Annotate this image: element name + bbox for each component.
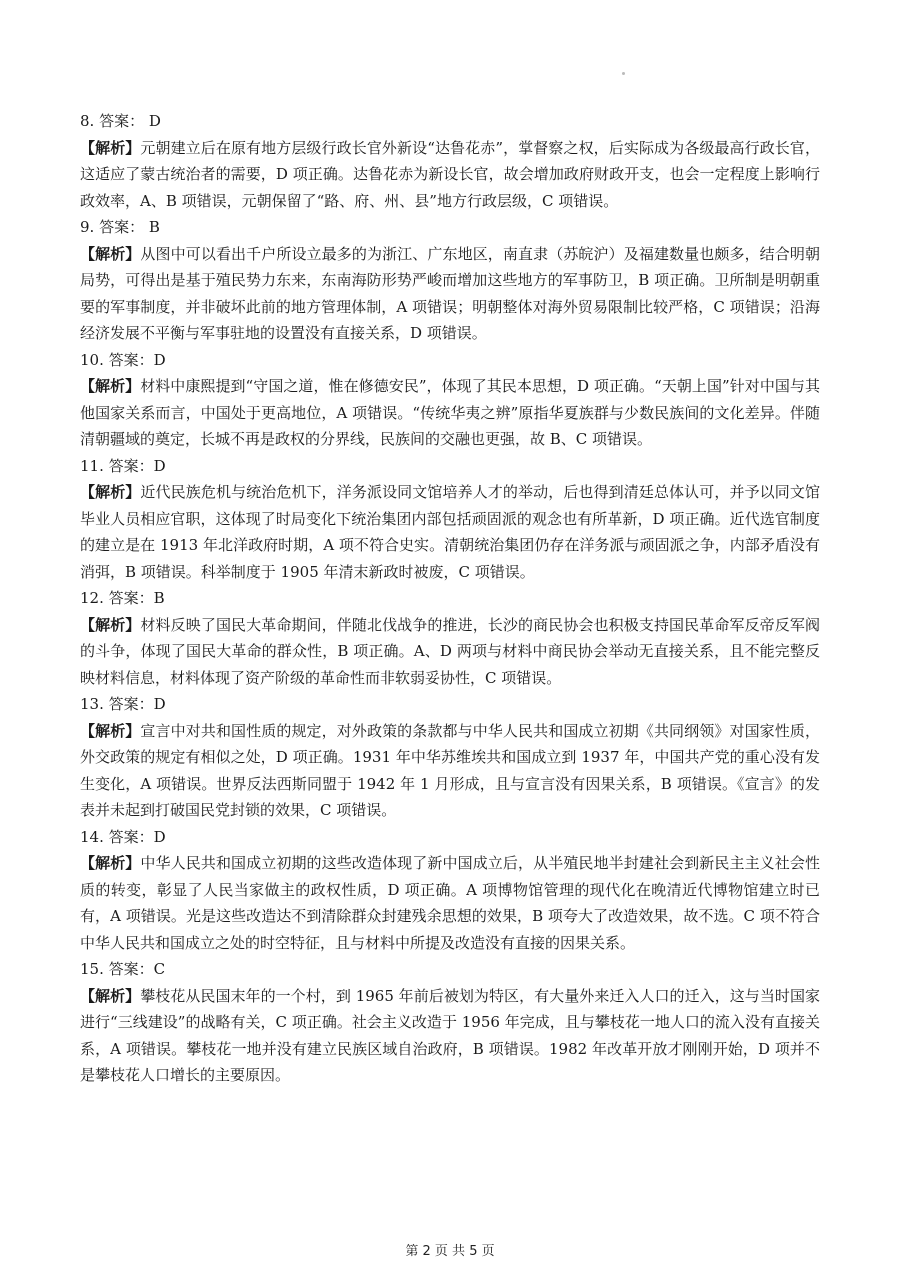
- answer-line: 13. 答案：D: [80, 695, 166, 713]
- analysis-tag: 【解析】: [80, 483, 141, 501]
- answer-line: 15. 答案：C: [80, 960, 166, 978]
- analysis-paragraph: [80, 479, 820, 585]
- answer-line: 8. 答案： D: [80, 112, 161, 130]
- answer-item-10: [80, 347, 820, 453]
- scan-speck: [622, 72, 625, 75]
- analysis-tag: 【解析】: [80, 138, 141, 157]
- analysis-tag: 【解析】: [80, 986, 141, 1005]
- analysis-text: 中华人民共和国成立初期的这些改造体现了新中国成立后，从半殖民地半封建社会到新民主主义社会性质的转变，彰显了人民当家做主的政权性质，D 项正确。A 项博物馆管理的现代化在晚清近代博物馆建立时已有，A 项错误。光是这些改造达不到清除群众封建残余思想的效果，B 项夸大了改造效果，故不选。C 项不符合中华人民共和国成立之处的时空特征，且与材料中所提及改造没有直接的因果关系。: [80, 854, 820, 952]
- analysis-text: 从图中可以看出千户所设立最多的为浙江、广东地区，南直隶（苏皖沪）及福建数量也颇多，结合明朝局势，可得出是基于殖民势力东来，东南海防形势严峻而增加这些地方的军事防卫，B 项正确。卫所制是明朝重要的军事制度，并非破坏此前的地方管理体制，A 项错误；明朝整体对海外贸易限制比较严格，C 项错误；沿海经济发展不平衡与军事驻地的设置没有直接关系，D 项错误。: [80, 244, 820, 342]
- page-footer: 第 2 页 共 5 页: [405, 1244, 495, 1259]
- analysis-tag: 【解析】: [80, 854, 141, 872]
- analysis-text: 材料反映了国民大革命期间，伴随北伐战争的推进，长沙的商民协会也积极支持国民革命军反帝反军阀的斗争，体现了国民大革命的群众性，B 项正确。A、D 两项与材料中商民协会举动无直接关系，且不能完整反映材料信息，材料体现了资产阶级的革命性而非软弱妥协性，C 项错误。: [80, 615, 820, 687]
- analysis-paragraph: [80, 135, 820, 215]
- answer-item-13: [80, 691, 820, 824]
- analysis-text: 材料中康熙提到“守国之道，惟在修德安民”，体现了其民本思想，D 项正确。“天朝上国”针对中国与其他国家关系而言，中国处于更高地位，A 项错误。“传统华夷之辨”原指华夏族群与少数民族间的文化差异。伴随清朝疆域的奠定，长城不再是政权的分界线，民族间的交融也更强，故 B、C 项错误。: [80, 377, 820, 448]
- analysis-paragraph: [80, 612, 820, 692]
- analysis-text: 近代民族危机与统治危机下，洋务派设同文馆培养人才的举动，后也得到清廷总体认可，并予以同文馆毕业人员相应官职，这体现了时局变化下统治集团内部包括顽固派的观念也有所革新，D 项正确。近代选官制度的建立是在 1913 年北洋政府时期，A 项不符合史实。清朝统治集团仍存在洋务派与顽固派之争，内部矛盾没有消弭，B 项错误。科举制度于 1905 年清末新政时被废，C 项错误。: [80, 483, 820, 581]
- analysis-tag: 【解析】: [80, 721, 141, 740]
- answer-line: 9. 答案： B: [80, 218, 160, 236]
- answer-line: 11. 答案：D: [80, 456, 166, 475]
- answer-item-15: [80, 956, 820, 1089]
- answer-item-12: [80, 585, 820, 691]
- analysis-paragraph: [80, 718, 820, 824]
- analysis-paragraph: [80, 850, 820, 956]
- analysis-paragraph: [80, 983, 820, 1089]
- analysis-tag: 【解析】: [80, 244, 141, 263]
- answer-line: 12. 答案：B: [80, 589, 165, 607]
- analysis-text: 元朝建立后在原有地方层级行政长官外新设“达鲁花赤”，掌督察之权，后实际成为各级最高行政长官，这适应了蒙古统治者的需要，D 项正确。达鲁花赤为新设长官，故会增加政府财政开支，也会一定程度上影响行政效率，A、B 项错误，元朝保留了“路、府、州、县”地方行政层级，C 项错误。: [80, 138, 820, 210]
- analysis-paragraph: [80, 373, 820, 453]
- analysis-tag: 【解析】: [80, 377, 141, 395]
- answer-item-9: [80, 214, 820, 347]
- analysis-tag: 【解析】: [80, 615, 141, 634]
- analysis-text: 宣言中对共和国性质的规定，对外政策的条款都与中华人民共和国成立初期《共同纲领》对国家性质，外交政策的规定有相似之处，D 项正确。1931 年中华苏维埃共和国成立到 1937 年，中国共产党的重心没有发生变化，A 项错误。世界反法西斯同盟于 1942 年 1 月形成，且与宣言没有因果关系，B 项错误。《宣言》的发表并未起到打破国民党封锁的效果，C 项错误。: [80, 721, 820, 819]
- answer-list: [80, 108, 820, 1089]
- answer-item-8: [80, 108, 820, 214]
- answer-item-14: [80, 824, 820, 957]
- answer-line: 10. 答案：D: [80, 350, 166, 369]
- analysis-text: 攀枝花从民国末年的一个村，到 1965 年前后被划为特区，有大量外来迁入人口的迁入，这与当时国家进行“三线建设”的战略有关，C 项正确。社会主义改造于 1956 年完成，且与攀枝花一地人口的流入没有直接关系，A 项错误。攀枝花一地并没有建立民族区域自治政府，B 项错误。1982 年改革开放才刚刚开始，D 项并不是攀枝花人口增长的主要原因。: [80, 986, 820, 1084]
- answer-item-11: [80, 453, 820, 586]
- answer-line: 14. 答案：D: [80, 827, 166, 846]
- analysis-paragraph: [80, 241, 820, 347]
